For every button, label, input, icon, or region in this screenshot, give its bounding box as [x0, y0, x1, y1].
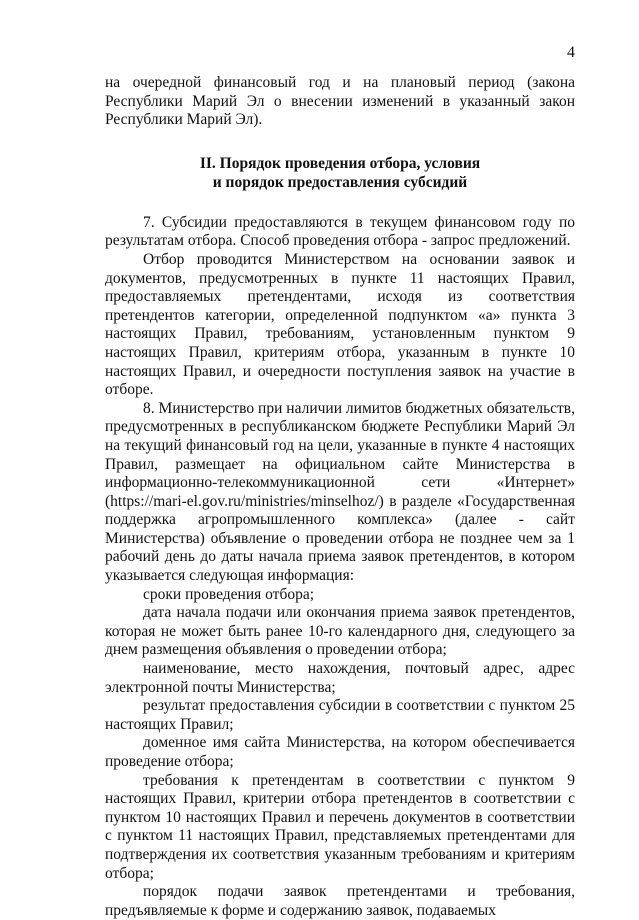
- page-number: 4: [567, 44, 575, 61]
- list-item-requirements: требования к претендентам в соответствии с пунктом 9 настоящих Правил, критерии отбора претендентов в соответствии с пунктом 10 настоящих Правил и перечень документов в соответствии с пунктом 11 настоящих Правил, представляемых претендентами для подтверждения их соответствия указанным требованиям и критериям отбора;: [105, 771, 575, 882]
- list-item-submission-procedure: порядок подачи заявок претендентами и требования, предъявляемые к форме и содержанию заявок, подаваемых: [105, 883, 575, 919]
- document-body: [105, 74, 575, 920]
- section-heading-line-1: II. Порядок проведения отбора, условия: [199, 154, 481, 172]
- section-heading-line-2: и порядок предоставления субсидий: [212, 173, 468, 191]
- list-item-domain-name: доменное имя сайта Министерства, на котором обеспечивается проведение отбора;: [105, 734, 575, 770]
- section-heading: [105, 154, 575, 192]
- list-item-subsidy-result: результат предоставления субсидии в соответствии с пунктом 25 настоящих Правил;: [105, 697, 575, 733]
- list-item-application-dates: дата начала подачи или окончания приема заявок претендентов, которая не может быть ранее 10-го календарного дня, следующего за днем размещения объявления о проведении отбора;: [105, 604, 575, 659]
- paragraph-7: 7. Субсидии предоставляются в текущем финансовом году по результатам отбора. Способ проведения отбора - запрос предложений.: [105, 213, 575, 250]
- list-item-selection-period: сроки проведения отбора;: [143, 585, 315, 603]
- paragraph-selection-basis: Отбор проводится Министерством на основании заявок и документов, предусмотренных в пункте 11 настоящих Правил, предоставляемых претендентами, исходя из соответствия претендентов категории, определенной подпунктом «а» пункта 3 настоящих Правил, требованиям, установленным пунктом 9 настоящих Правил, критериям отбора, указанным в пункте 10 настоящих Правил, и очередности поступления заявок на участие в отборе.: [105, 250, 575, 399]
- intro-paragraph: на очередной финансовый год и на плановый период (закона Республики Марий Эл о внесении изменений в указанный закон Республики Марий Эл).: [105, 74, 575, 129]
- list-item-ministry-contacts: наименование, место нахождения, почтовый адрес, адрес электронной почты Министерства;: [105, 660, 575, 696]
- paragraph-8: 8. Министерство при наличии лимитов бюджетных обязательств, предусмотренных в республиканском бюджете Республики Марий Эл на текущий финансовый год на цели, указанные в пункте 4 настоящих Правил, размещает на официальном сайте Министерства в информационно-телекоммуникационной сети «Интернет» (https://mari-el.gov.ru/ministries/minselhoz/) в разделе «Государственная поддержка агропромышленного комплекса» (далее - сайт Министерства) объявление о проведении отбора не позднее чем за 1 рабочий день до даты начала приема заявок претендентов, в котором указывается следующая информация:: [105, 399, 575, 585]
